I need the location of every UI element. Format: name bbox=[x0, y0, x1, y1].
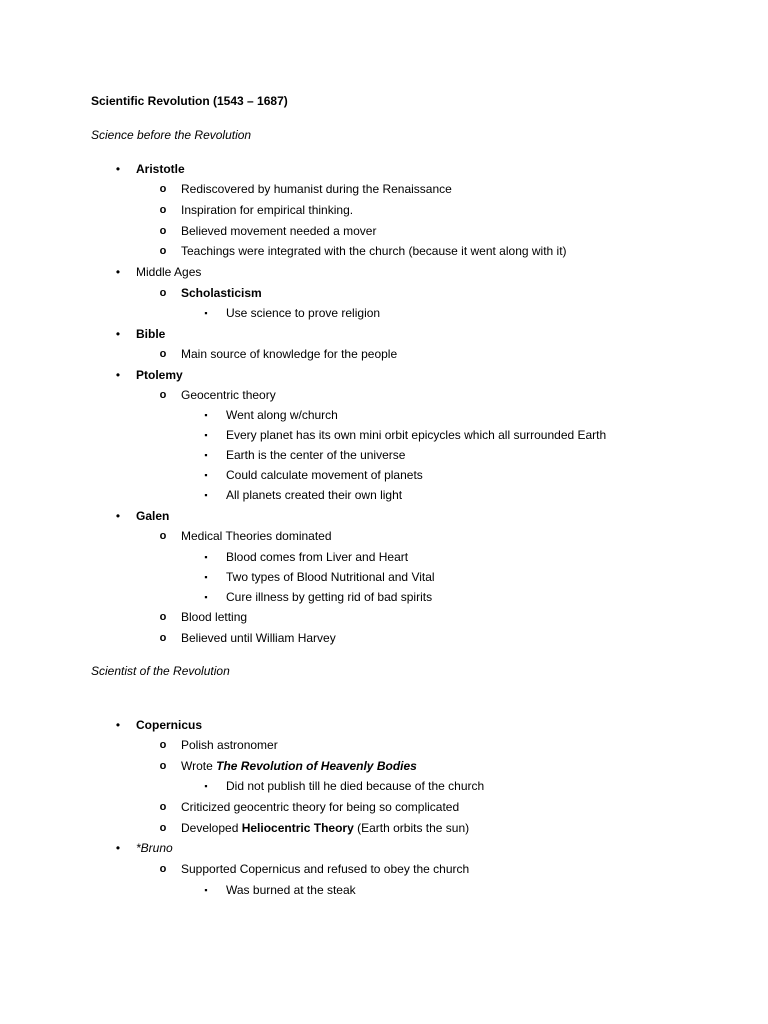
bullet-circle: o bbox=[159, 245, 167, 257]
list-item: Use science to prove religion bbox=[226, 306, 381, 320]
list-item-ptolemy: Ptolemy bbox=[136, 368, 183, 382]
bullet-dot: • bbox=[115, 509, 121, 523]
list-item: Believed until William Harvey bbox=[181, 631, 336, 645]
list-item-geocentric: Geocentric theory bbox=[181, 388, 276, 402]
wrote-prefix: Wrote bbox=[181, 759, 217, 773]
list-item: Main source of knowledge for the people bbox=[181, 347, 398, 361]
list-item: Earth is the center of the universe bbox=[226, 448, 406, 462]
bullet-square: ▪ bbox=[204, 450, 208, 460]
bullet-circle: o bbox=[159, 225, 167, 237]
list-item: Rediscovered by humanist during the Renaissance bbox=[181, 182, 452, 196]
bullet-dot: • bbox=[115, 327, 121, 341]
list-item-scholasticism: Scholasticism bbox=[181, 286, 262, 300]
bullet-square: ▪ bbox=[204, 470, 208, 480]
section-heading: Science before the Revolution bbox=[91, 128, 252, 142]
bullet-circle: o bbox=[159, 204, 167, 216]
bullet-circle: o bbox=[159, 863, 167, 875]
list-item-middle-ages: Middle Ages bbox=[136, 265, 202, 279]
bullet-square: ▪ bbox=[204, 552, 208, 562]
developed-suffix: (Earth orbits the sun) bbox=[353, 821, 470, 835]
bullet-circle: o bbox=[159, 632, 167, 644]
list-item: Cure illness by getting rid of bad spirits bbox=[226, 590, 433, 604]
bullet-circle: o bbox=[159, 611, 167, 623]
list-item: Two types of Blood Nutritional and Vital bbox=[226, 570, 435, 584]
list-item-bruno: *Bruno bbox=[136, 841, 173, 855]
list-item: Did not publish till he died because of the church bbox=[226, 779, 485, 793]
bullet-square: ▪ bbox=[204, 430, 208, 440]
bullet-dot: • bbox=[115, 841, 121, 855]
list-item-copernicus: Copernicus bbox=[136, 718, 203, 732]
bullet-dot: • bbox=[115, 718, 121, 732]
list-item-developed bbox=[181, 820, 469, 836]
bullet-circle: o bbox=[159, 348, 167, 360]
bullet-circle: o bbox=[159, 760, 167, 772]
bullet-circle: o bbox=[159, 287, 167, 299]
list-item: Blood comes from Liver and Heart bbox=[226, 550, 409, 564]
list-item: Could calculate movement of planets bbox=[226, 468, 423, 482]
bullet-square: ▪ bbox=[204, 410, 208, 420]
book-title: The Revolution of Heavenly Bodies bbox=[216, 759, 417, 773]
bullet-circle: o bbox=[159, 183, 167, 195]
list-item: Believed movement needed a mover bbox=[181, 224, 377, 238]
heliocentric-theory: Heliocentric Theory bbox=[241, 821, 354, 835]
bullet-circle: o bbox=[159, 801, 167, 813]
bullet-circle: o bbox=[159, 530, 167, 542]
list-item: Every planet has its own mini orbit epicycles which all surrounded Earth bbox=[226, 428, 607, 442]
bullet-circle: o bbox=[159, 822, 167, 834]
developed-prefix: Developed bbox=[181, 821, 242, 835]
list-item: Polish astronomer bbox=[181, 738, 278, 752]
bullet-dot: • bbox=[115, 162, 121, 176]
bullet-circle: o bbox=[159, 739, 167, 751]
section-heading: Scientist of the Revolution bbox=[91, 664, 230, 678]
bullet-square: ▪ bbox=[204, 490, 208, 500]
list-item-wrote bbox=[181, 758, 417, 774]
bullet-square: ▪ bbox=[204, 572, 208, 582]
list-item: Blood letting bbox=[181, 610, 248, 624]
list-item: Went along w/church bbox=[226, 408, 338, 422]
list-item: Supported Copernicus and refused to obey the church bbox=[181, 862, 470, 876]
bullet-circle: o bbox=[159, 389, 167, 401]
list-item-aristotle: Aristotle bbox=[136, 162, 185, 176]
list-item: Criticized geocentric theory for being so complicated bbox=[181, 800, 460, 814]
list-item-bible: Bible bbox=[136, 327, 166, 341]
document-title: Scientific Revolution (1543 – 1687) bbox=[91, 94, 288, 108]
list-item: Inspiration for empirical thinking. bbox=[181, 203, 354, 217]
list-item-galen: Galen bbox=[136, 509, 170, 523]
bullet-dot: • bbox=[115, 368, 121, 382]
bullet-square: ▪ bbox=[204, 308, 208, 318]
bullet-dot: • bbox=[115, 265, 121, 279]
bullet-square: ▪ bbox=[204, 592, 208, 602]
bullet-square: ▪ bbox=[204, 781, 208, 791]
list-item: All planets created their own light bbox=[226, 488, 403, 502]
list-item: Was burned at the steak bbox=[226, 883, 356, 897]
list-item-medical: Medical Theories dominated bbox=[181, 529, 332, 543]
bullet-square: ▪ bbox=[204, 885, 208, 895]
list-item: Teachings were integrated with the church (because it went along with it) bbox=[181, 244, 567, 258]
